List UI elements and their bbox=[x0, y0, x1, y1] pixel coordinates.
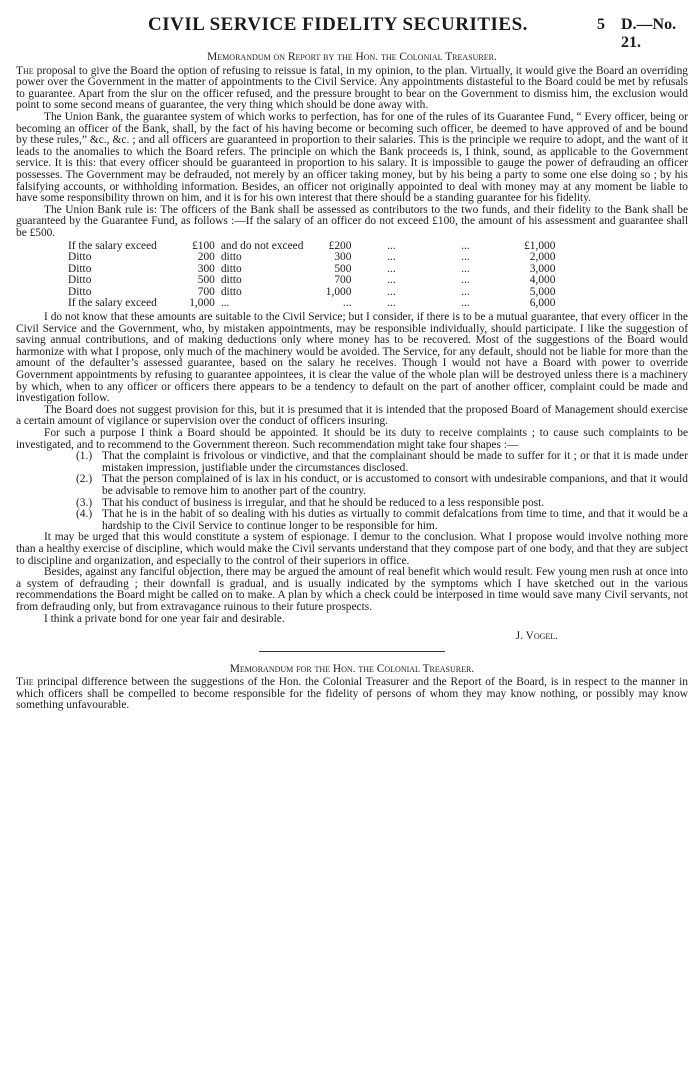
table-cell: ... bbox=[461, 274, 470, 287]
table-cell: ... bbox=[461, 251, 470, 264]
table-cell: If the salary exceed bbox=[68, 239, 157, 252]
table-cell: £200 bbox=[328, 239, 352, 252]
list-item: (3.) That his conduct of business is irregular, and that he should be reduced to a less responsible post. bbox=[76, 496, 545, 509]
table-cell: ... bbox=[220, 297, 230, 310]
table-cell: ... bbox=[387, 274, 396, 287]
table-cell: 4,000 bbox=[529, 274, 556, 287]
table-row bbox=[68, 298, 555, 310]
table-cell: ... bbox=[387, 251, 396, 264]
memo-2-title: Memorandum for the Hon. the Colonial Treasurer. bbox=[229, 662, 475, 675]
table-cell: ditto bbox=[220, 285, 242, 298]
page-number: 5 bbox=[597, 16, 605, 33]
paragraph: It may be urged that this would constitute a system of espionage. I demur to the conclusion. What I propose would involve nothing more than a healthy exercise of discipline, which would make the Civil servants understand that they compose part of one body, and that they are subject to discipline and organization, and especially to the control of their superiors in office. bbox=[16, 531, 688, 567]
guarantee-table bbox=[68, 241, 555, 311]
table-cell: ... bbox=[387, 262, 396, 275]
table-cell: 6,000 bbox=[529, 297, 556, 310]
table-cell: 700 bbox=[197, 285, 215, 298]
recommendation-list bbox=[16, 451, 688, 532]
table-cell: 300 bbox=[197, 262, 215, 275]
paragraph: The proposal to give the Board the option of refusing to reissue is fatal, in my opinion, to the plan. Virtually, it would give the Board an overriding power over the Government in the matter of appointments to the Civil Service. Any appointments distasteful to the Board could be met by refusals to guarantee. Apart from the slur on the officer refused, and the pressure brought to bear on the Government to dismiss him, the exclusion would point to some second means of guarantee, the very thing which should be done away with. bbox=[16, 64, 688, 112]
table-cell: Ditto bbox=[68, 285, 92, 298]
table-row bbox=[68, 241, 555, 253]
paragraph: For such a purpose I think a Board should be appointed. It should be its duty to receive complaints ; to cause such complaints to be investigated, and to recommend to the Government thereon. Such recommendation might take four shapes :— bbox=[16, 427, 688, 451]
paragraph: Besides, against any fanciful objection, there may be argued the amount of real benefit which would result. Few young men rush at once into a system of defrauding ; their downfall is gradual, and is usually indicated by the symptoms which I have sketched out in the various recommendations the Board might be called on to make. A plan by which a check could be interposed in time would save many Civil servants, not from defrauding only, but from extravagance ruinous to their future prospects. bbox=[16, 566, 688, 613]
table-cell: ... bbox=[387, 285, 396, 298]
table-cell: ditto bbox=[220, 274, 242, 287]
table-cell: 500 bbox=[197, 274, 215, 287]
list-item: (2.) That the person complained of is lax in his conduct, or is accustomed to consort with undesirable companions, and that it would be advisable to remove him to another part of the country. bbox=[76, 473, 688, 497]
table-cell: Ditto bbox=[68, 262, 92, 275]
paragraph: The Union Bank, the guarantee system of which works to perfection, has for one of the rules of its Guarantee Fund, “ Every officer, being or becoming an officer of the Bank, shall, by the fact of his having become or becoming such officer, be deemed to have approved of and be bound by these rules,” &c., &c. ; and all officers are guaranteed in proportion to their salaries. This is the principle we require to adopt, and the want of it leads to the anomalies to which the Board refers. The principle on which the Bank proceeds is, I think, sound, as applicable to the Government service. It is this: that every officer should be guaranteed in proportion to his salary. It is impossible to gauge the power of defrauding an officer possesses. The Government may be defrauded, not merely by an officer taking money, but by his being a party to some one else doing so ; by his falsifying accounts, or withholding information. Besides, an officer not originally appointed to deal with money may at any moment be liable to have some responsibility thrown on him, and it is for his own interest that there should be a standing guarantee for his fidelity. bbox=[16, 110, 688, 205]
table-row bbox=[68, 264, 555, 276]
divider bbox=[259, 651, 445, 652]
table-cell: 3,000 bbox=[529, 262, 556, 275]
table-cell: ... bbox=[387, 239, 396, 252]
table-row bbox=[68, 252, 555, 264]
table-cell: ... bbox=[461, 239, 470, 252]
table-cell: 5,000 bbox=[529, 285, 556, 298]
paragraph: The Union Bank rule is: The officers of the Bank shall be assessed as contributors to the two funds, and their fidelity to the Bank shall be guaranteed by the Guarantee Fund, as follows :—If the salary of an officer do not exceed £100, the amount of his assessment and guarantee shall be £500. bbox=[16, 203, 688, 239]
table-cell: 700 bbox=[334, 274, 352, 287]
table-cell: 2,000 bbox=[529, 251, 556, 264]
table-cell: Ditto bbox=[68, 251, 92, 264]
table-cell: ... bbox=[461, 285, 470, 298]
table-cell: ditto bbox=[220, 262, 242, 275]
table-row bbox=[68, 275, 555, 287]
table-cell: 500 bbox=[334, 262, 352, 275]
paragraph: The Board does not suggest provision for this, but it is presumed that it is intended that the proposed Board of Management should exercise a certain amount of vigilance or supervision over the conduct of officers insuring. bbox=[16, 403, 688, 428]
table-cell: ... bbox=[461, 297, 470, 310]
table-cell: and do not exceed bbox=[220, 239, 304, 252]
table-cell: ditto bbox=[220, 251, 242, 264]
signature: J. Vogel. bbox=[515, 630, 558, 643]
paragraph: I do not know that these amounts are suitable to the Civil Service; but I consider, if there is to be a mutual guarantee, that every officer in the Civil Service and the Government, who, by mistaken appointments, may be responsible individually, should participate. I like the suggestion of saving annual contributions, and of making deductions only where money has to be recovered. Most of the suggestions of the Board would harmonize with what I propose, only much of the machinery would be avoided. The Service, for any default, should not be liable for more than the amount of the defaulter’s assessed guarantee, based on the salary he receives. Though I would not have a Board with power to override Government appointments by refusing to guarantee appointees, it is clear the value of the whole plan will be destroyed unless there is a machinery by which, when to any officer or officers there appears to be a tendency to default on the part of another officer, complaint could be made and investigation follow. bbox=[16, 311, 688, 405]
paragraph: I think a private bond for one year fair and desirable. bbox=[44, 612, 285, 625]
document-reference: D.—No. 21. bbox=[621, 16, 677, 51]
paragraph: The principal difference between the suggestions of the Hon. the Colonial Treasurer and the Report of the Board, is in respect to the manner in which officers shall be compelled to become responsible for the fidelity of persons of whom they may know nothing, or possibly may know something unfavourable. bbox=[16, 676, 688, 712]
table-cell: ... bbox=[387, 297, 396, 310]
table-cell: 1,000 bbox=[189, 297, 215, 310]
table-cell: £1,000 bbox=[524, 239, 556, 252]
running-title: CIVIL SERVICE FIDELITY SECURITIES. bbox=[148, 14, 528, 35]
page-header bbox=[0, 14, 700, 51]
list-item: (4.) That he is in the habit of so dealing with his duties as virtually to commit defalcations from time to time, and that it would be a hardship to the Civil Service to continue longer to be responsible for him. bbox=[76, 508, 688, 532]
table-cell: ... bbox=[461, 262, 470, 275]
memo-1 bbox=[16, 52, 688, 712]
table-cell: ... bbox=[342, 297, 352, 310]
memo-1-title: Memorandum on Report by the Hon. the Colonial Treasurer. bbox=[207, 51, 497, 63]
table-cell: If the salary exceed bbox=[68, 297, 157, 310]
table-cell: 300 bbox=[334, 251, 352, 264]
table-cell: £100 bbox=[192, 239, 215, 252]
list-item: (1.) That the complaint is frivolous or vindictive, and that the complainant should be made to suffer for it ; or that it is made under mistaken impression, justifiable under the circumstances disclosed. bbox=[76, 450, 688, 474]
table-cell: 1,000 bbox=[325, 285, 352, 298]
table-cell: Ditto bbox=[68, 274, 92, 287]
table-cell: 200 bbox=[197, 251, 215, 264]
